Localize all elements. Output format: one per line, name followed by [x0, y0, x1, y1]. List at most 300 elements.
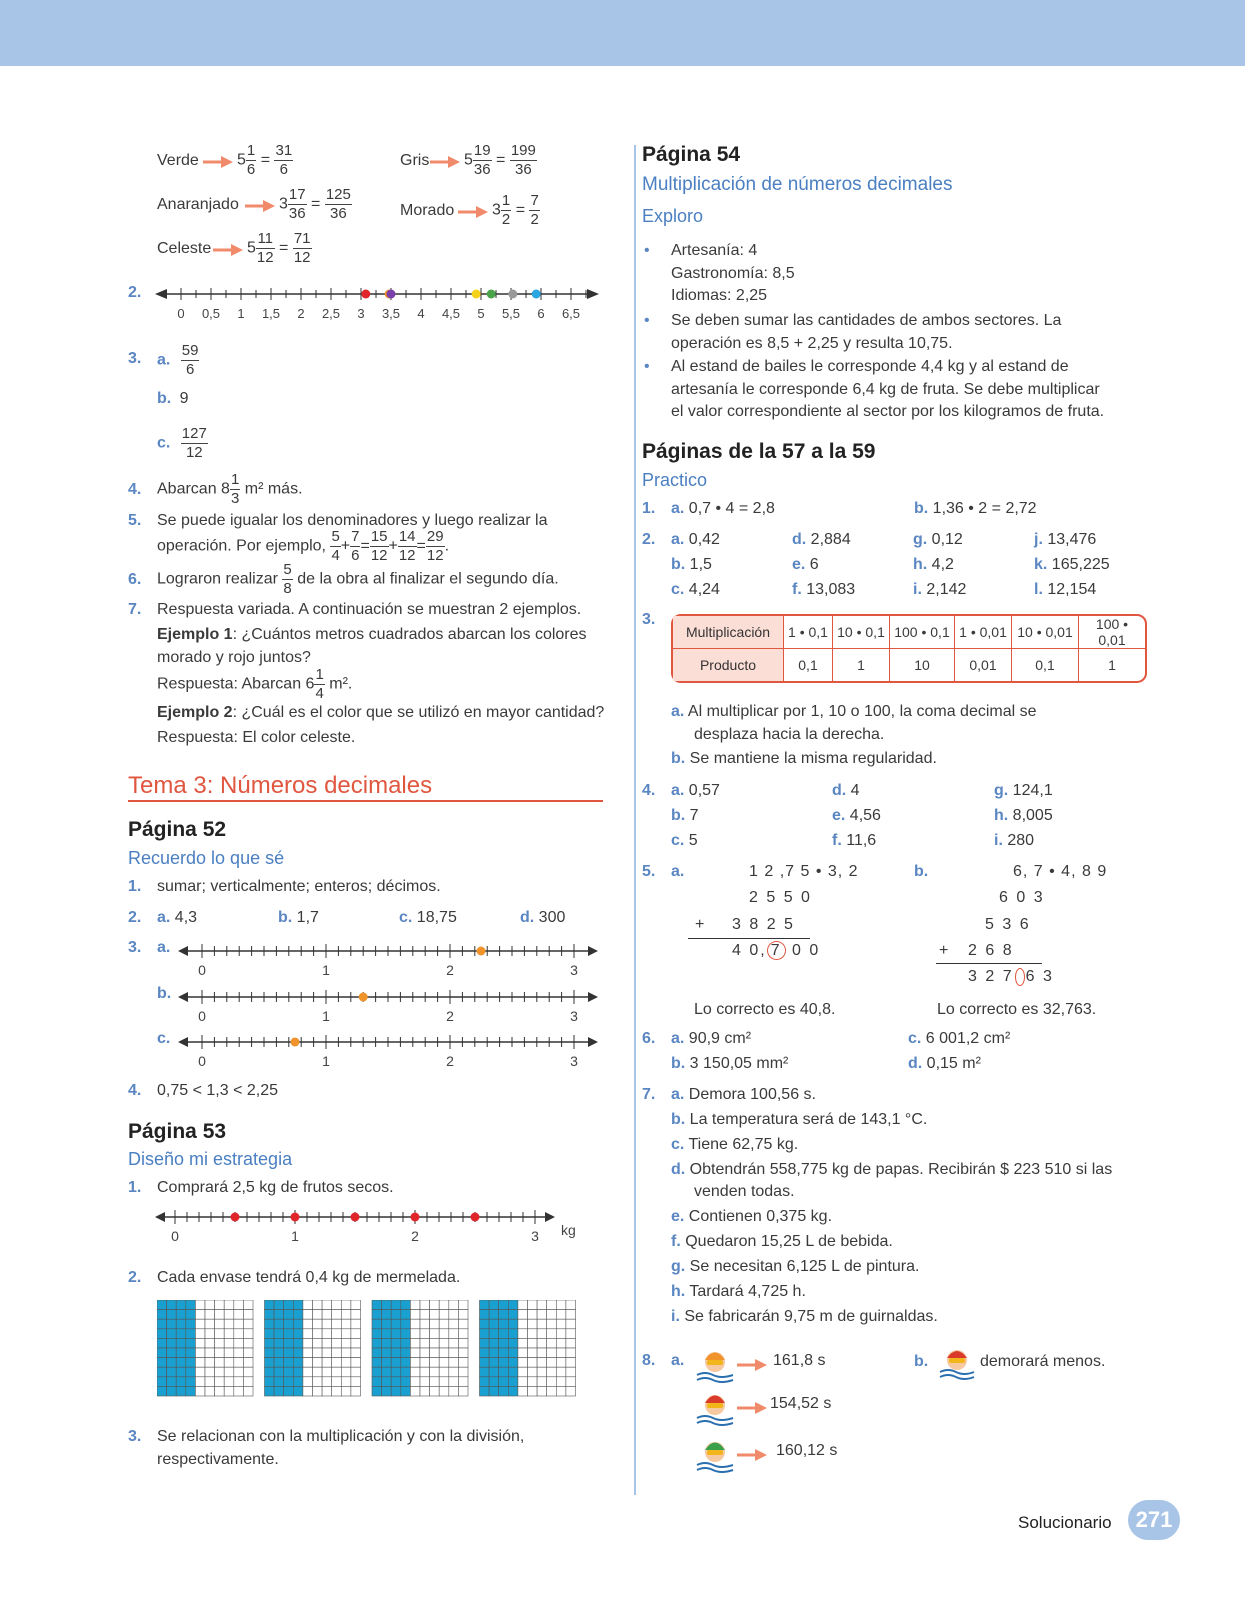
- grid-cell: [167, 1348, 177, 1358]
- grid-cell: [566, 1386, 576, 1396]
- grid-cell: [556, 1358, 566, 1368]
- grid-cell: [489, 1338, 499, 1348]
- r-q5-a-circled: 7: [767, 941, 786, 960]
- grid-cell: [293, 1348, 303, 1358]
- grid-cell: [234, 1348, 244, 1358]
- item-letter: d.: [671, 1161, 686, 1178]
- q7-line1: Respuesta variada. A continuación se muestran 2 ejemplos.: [157, 601, 582, 618]
- grid-cell: [303, 1338, 313, 1348]
- grid-cell: [195, 1386, 205, 1396]
- grid-cell: [313, 1310, 323, 1320]
- page-54-subtitle: Exploro: [642, 206, 704, 226]
- q7-item: [671, 1161, 1112, 1179]
- grid-cell: [537, 1348, 547, 1358]
- grid-cell: [205, 1358, 215, 1368]
- grid-cell: [313, 1377, 323, 1387]
- grid-cell: [458, 1319, 468, 1329]
- grid-cell: [410, 1300, 420, 1310]
- grid-cell: [274, 1377, 284, 1387]
- tick-label: 0: [171, 1228, 179, 1244]
- grid-cell: [293, 1367, 303, 1377]
- tick-label: 2: [297, 306, 305, 321]
- item-value: Contienen 0,375 kg.: [688, 1208, 833, 1225]
- grid-cell: [243, 1348, 253, 1358]
- grid-cell: [234, 1358, 244, 1368]
- table-product-cell: 0,01: [955, 649, 1012, 681]
- grid-cell: [186, 1319, 196, 1329]
- decimal-grids: [157, 1300, 587, 1398]
- swim-time: 160,12 s: [776, 1442, 838, 1459]
- q2-number: 2.: [128, 284, 142, 301]
- q5-f2-den: 6: [351, 547, 360, 564]
- data-point: [387, 290, 396, 299]
- grid-cell: [480, 1338, 490, 1348]
- item-value: 5: [688, 832, 698, 849]
- r-q3-a-line2: desplaza hacia la derecha.: [694, 726, 885, 743]
- grid-cell: [537, 1329, 547, 1339]
- q5-number: 5.: [128, 512, 142, 529]
- grid-cell: [499, 1367, 509, 1377]
- grid-cell: [508, 1367, 518, 1377]
- item-value: 18,75: [416, 909, 457, 926]
- answer-item: [913, 556, 954, 574]
- q4-number: 4.: [128, 481, 142, 498]
- grid-cell: [265, 1386, 275, 1396]
- grid-cell: [205, 1386, 215, 1396]
- grid-cell: [215, 1358, 225, 1368]
- item-letter: b.: [278, 909, 293, 926]
- q3-a-num: 59: [181, 342, 199, 359]
- grid-cell: [284, 1386, 294, 1396]
- grid-cell: [351, 1310, 361, 1320]
- q4-num: 1: [230, 471, 240, 488]
- tick-label: 3: [570, 962, 578, 978]
- grid-cell: [499, 1358, 509, 1368]
- grid-cell: [528, 1377, 538, 1387]
- grid-cell: [215, 1310, 225, 1320]
- p52-q1-text: sumar; verticalmente; enteros; décimos.: [157, 878, 441, 895]
- grid-cell: [332, 1348, 342, 1358]
- grid-cell: [508, 1329, 518, 1339]
- grid-cell: [176, 1329, 186, 1339]
- p52-q4-number: 4.: [128, 1082, 142, 1099]
- q7-response2: Respuesta: El color celeste.: [157, 729, 356, 746]
- grid-cell: [195, 1319, 205, 1329]
- item-value: 0,57: [688, 782, 720, 799]
- grid-cell: [518, 1348, 528, 1358]
- equals-sign: =: [511, 201, 530, 219]
- item-value: 2,142: [926, 581, 967, 598]
- mixed-fraction: [256, 230, 275, 267]
- arrow-icon: [245, 200, 275, 212]
- page-57-subtitle: Practico: [642, 470, 708, 490]
- grid-cell: [186, 1348, 196, 1358]
- grid-cell: [293, 1377, 303, 1387]
- item-value: 165,225: [1051, 556, 1110, 573]
- grid-cell: [556, 1348, 566, 1358]
- data-point: [231, 1213, 240, 1222]
- grid-cell: [391, 1310, 401, 1320]
- r-q5-b-result: [968, 968, 1054, 986]
- p52-q2-item: [520, 909, 565, 927]
- r-q5-a-res2: 0 0: [792, 942, 821, 959]
- r-q5-a-letter: a.: [671, 863, 685, 880]
- r-q6-c: [908, 1030, 1010, 1048]
- grid-cell: [382, 1310, 392, 1320]
- item-value: 280: [1007, 832, 1035, 849]
- bullet-line: Artesanía: 4: [671, 242, 758, 259]
- grid-cell: [508, 1310, 518, 1320]
- grid-cell: [313, 1367, 323, 1377]
- grid-cell: [566, 1310, 576, 1320]
- grid-cell: [556, 1319, 566, 1329]
- fraction-num: 19: [473, 142, 491, 159]
- grid-cell: [449, 1329, 459, 1339]
- grid-cell: [293, 1386, 303, 1396]
- table-product-cell: 1: [833, 649, 890, 681]
- q7-item: [671, 1136, 798, 1154]
- grid-cell: [391, 1358, 401, 1368]
- table-header-multiplicacion: Multiplicación: [673, 616, 784, 649]
- grid-cell: [382, 1300, 392, 1310]
- q3-a-den: 6: [185, 361, 195, 378]
- grid-cell: [243, 1319, 253, 1329]
- item-value: 13,476: [1047, 531, 1097, 548]
- p53-number-line: [155, 1205, 585, 1245]
- improper-fraction: [325, 186, 352, 223]
- tick-label: 0: [198, 1053, 206, 1069]
- grid-cell: [176, 1367, 186, 1377]
- item-letter: i.: [994, 832, 1003, 849]
- data-point: [351, 1213, 360, 1222]
- grid-cell: [205, 1377, 215, 1387]
- q3-c-letter: c.: [157, 434, 171, 452]
- grid-cell: [274, 1310, 284, 1320]
- page-number-badge: 271: [1128, 1500, 1180, 1540]
- grid-cell: [449, 1300, 459, 1310]
- fraction-den: 36: [288, 205, 306, 222]
- item-value: 0,12: [931, 531, 963, 548]
- grid-cell: [274, 1348, 284, 1358]
- grid-cell: [391, 1348, 401, 1358]
- grid-cell: [215, 1300, 225, 1310]
- table-op-cell: 1 • 0,01: [955, 616, 1012, 649]
- grid-cell: [234, 1310, 244, 1320]
- grid-cell: [186, 1300, 196, 1310]
- grid-cell: [528, 1310, 538, 1320]
- page-52-subtitle: Recuerdo lo que sé: [128, 848, 285, 868]
- grid-cell: [458, 1329, 468, 1339]
- grid-cell: [351, 1319, 361, 1329]
- grid-cell: [382, 1329, 392, 1339]
- grid-cell: [480, 1319, 490, 1329]
- grid-cell: [372, 1310, 382, 1320]
- item-letter: g.: [913, 531, 928, 548]
- grid-cell: [372, 1348, 382, 1358]
- grid-cell: [518, 1300, 528, 1310]
- grid-cell: [157, 1358, 167, 1368]
- item-letter: b.: [671, 1111, 686, 1128]
- grid-cell: [537, 1319, 547, 1329]
- grid-cell: [303, 1319, 313, 1329]
- grid-cell: [537, 1367, 547, 1377]
- q7-item: [671, 1086, 816, 1104]
- grid-cell: [205, 1338, 215, 1348]
- item-letter: a.: [157, 909, 171, 926]
- grid-cell: [351, 1367, 361, 1377]
- grid-cell: [284, 1300, 294, 1310]
- item-letter: f.: [671, 1233, 681, 1250]
- grid-cell: [176, 1358, 186, 1368]
- r-q1-a: [671, 500, 775, 518]
- grid-cell: [322, 1377, 332, 1387]
- grid-cell: [499, 1329, 509, 1339]
- table-header-producto: Producto: [673, 649, 784, 681]
- q4-post: m² más.: [244, 480, 303, 498]
- equals-sign: =: [306, 195, 325, 213]
- grid-cell: [556, 1329, 566, 1339]
- grid-cell: [449, 1358, 459, 1368]
- table-product-cell: 1: [1108, 657, 1116, 673]
- r-q1-a-letter: a.: [671, 500, 685, 517]
- grid-cell: [274, 1300, 284, 1310]
- bullet-line: el valor correspondiente al sector por los kilogramos de fruta.: [671, 403, 1105, 420]
- tick-label: 0: [177, 306, 185, 321]
- grid-cell: [313, 1329, 323, 1339]
- r-q6-d-value: 0,15 m²: [926, 1055, 981, 1072]
- table-op-cell: 100 • 0,1: [890, 616, 955, 649]
- item-value: 12,154: [1047, 581, 1097, 598]
- grid-cell: [489, 1319, 499, 1329]
- grid-cell: [274, 1386, 284, 1396]
- grid-cell: [303, 1386, 313, 1396]
- grid-cell: [391, 1300, 401, 1310]
- arrow-icon: [737, 1449, 767, 1461]
- grid-cell: [528, 1319, 538, 1329]
- grid-cell: [430, 1386, 440, 1396]
- p53-q3-line1: Se relacionan con la multiplicación y con la división,: [157, 1428, 525, 1445]
- item-value: 4,56: [849, 807, 881, 824]
- p52-q3-letter: b.: [157, 985, 172, 1002]
- grid-cell: [420, 1386, 430, 1396]
- grid-cell: [518, 1319, 528, 1329]
- p53-q2-number: 2.: [128, 1269, 142, 1286]
- r-q1-b-letter: b.: [914, 500, 929, 517]
- grid-cell: [322, 1386, 332, 1396]
- grid-cell: [410, 1367, 420, 1377]
- item-letter: k.: [1034, 556, 1048, 573]
- table-product-cell: 0,1: [1012, 649, 1079, 681]
- arrow-left-icon: [178, 946, 188, 956]
- grid-cell: [430, 1310, 440, 1320]
- grid-cell: [508, 1348, 518, 1358]
- grid-cell: [458, 1310, 468, 1320]
- grid-cell: [205, 1310, 215, 1320]
- answer-item: [1034, 531, 1096, 549]
- grid-cell: [293, 1329, 303, 1339]
- table-op-cell: 10 • 0,01: [1012, 616, 1079, 649]
- grid-cell: [176, 1319, 186, 1329]
- grid-cell: [480, 1377, 490, 1387]
- color-label: Verde: [157, 152, 199, 169]
- data-point: [291, 1038, 300, 1047]
- item-value: 6: [809, 556, 819, 573]
- q3-c-num: 127: [181, 425, 207, 442]
- grid-cell: [410, 1386, 420, 1396]
- grid-cell: [186, 1377, 196, 1387]
- grid-cell: [332, 1319, 342, 1329]
- grid-cell: [372, 1367, 382, 1377]
- grid-cell: [224, 1358, 234, 1368]
- r-q6-a-value: 90,9 cm²: [688, 1030, 752, 1047]
- q6-pre: Lograron realizar: [157, 570, 278, 588]
- r-q6-b-value: 3 150,05 mm²: [689, 1055, 789, 1072]
- grid-cell: [528, 1300, 538, 1310]
- r-q5-b-plus: +: [939, 942, 949, 959]
- r-q5-b-letter: b.: [914, 863, 929, 880]
- bullet-dot: •: [644, 242, 650, 259]
- grid-cell: [556, 1377, 566, 1387]
- r-q5-b-note: Lo correcto es 32,763.: [937, 1001, 1097, 1018]
- grid-cell: [391, 1367, 401, 1377]
- r-q3-a: [671, 703, 1037, 721]
- grid-cell: [439, 1367, 449, 1377]
- color-fraction: [492, 192, 540, 229]
- grid-cell: [489, 1358, 499, 1368]
- grid-cell: [547, 1358, 557, 1368]
- data-point: [532, 290, 541, 299]
- q2-number-line: [155, 282, 605, 330]
- grid-cell: [401, 1358, 411, 1368]
- grid-cell: [420, 1329, 430, 1339]
- grid-cell: [401, 1367, 411, 1377]
- grid-cell: [176, 1310, 186, 1320]
- grid-cell: [332, 1329, 342, 1339]
- q3-c-den: 12: [185, 444, 203, 461]
- grid-cell: [157, 1338, 167, 1348]
- item-value: Demora 100,56 s.: [688, 1086, 816, 1103]
- grid-cell: [508, 1358, 518, 1368]
- item-value: 0,42: [688, 531, 720, 548]
- grid-cell: [518, 1338, 528, 1348]
- q7-example1: [157, 626, 587, 644]
- swim-time: 161,8 s: [773, 1352, 826, 1369]
- grid-cell: [480, 1329, 490, 1339]
- equals-sign: =: [256, 151, 275, 169]
- grid-cell: [556, 1386, 566, 1396]
- item-value: Quedaron 15,25 L de bebida.: [685, 1233, 893, 1250]
- grid-cell: [401, 1329, 411, 1339]
- grid-cell: [157, 1348, 167, 1358]
- tick-label: 3: [531, 1228, 539, 1244]
- answer-item: [792, 531, 851, 549]
- grid-cell: [284, 1358, 294, 1368]
- arrow-right-icon: [588, 946, 598, 956]
- answer-item: [913, 531, 963, 549]
- grid-cell: [566, 1338, 576, 1348]
- grid-cell: [382, 1367, 392, 1377]
- item-value: La temperatura será de 143,1 °C.: [689, 1111, 928, 1128]
- r-q5-a-note: Lo correcto es 40,8.: [694, 1001, 836, 1018]
- q7-r1-text: Respuesta: Abarcan 6: [157, 675, 315, 693]
- q7-ex2-text: : ¿Cuál es el color que se utilizó en mayor cantidad?: [232, 704, 605, 721]
- grid-cell: [167, 1329, 177, 1339]
- grid-cell: [322, 1367, 332, 1377]
- grid-cell: [195, 1358, 205, 1368]
- tema-underline: [128, 800, 603, 802]
- grid-cell: [215, 1377, 225, 1387]
- answer-item: [913, 581, 966, 599]
- item-value: 4,24: [688, 581, 720, 598]
- item-value: 2,884: [810, 531, 851, 548]
- tick-label: 0: [198, 1008, 206, 1024]
- r-q5-b-res2: 6 3: [1025, 968, 1054, 986]
- swimmer-red-cap-icon: [938, 1344, 976, 1380]
- grid-cell: [401, 1300, 411, 1310]
- grid-cell: [430, 1329, 440, 1339]
- grid-cell: [547, 1367, 557, 1377]
- color-fraction: [247, 230, 312, 267]
- grid-cell: [391, 1338, 401, 1348]
- arrow-icon: [213, 244, 243, 256]
- grid-cell: [401, 1338, 411, 1348]
- r-q3-a-letter: a.: [671, 703, 685, 720]
- p53-q1-number: 1.: [128, 1179, 142, 1196]
- page-54-heading: Multiplicación de números decimales: [642, 174, 953, 195]
- p52-q3-number-line: [178, 987, 598, 1027]
- grid-cell: [372, 1319, 382, 1329]
- fraction-den: 36: [330, 205, 347, 222]
- grid-cell: [566, 1329, 576, 1339]
- grid-cell: [547, 1348, 557, 1358]
- r-q8-a-letter: a.: [671, 1352, 685, 1369]
- grid-cell: [332, 1338, 342, 1348]
- answer-item: [671, 782, 720, 800]
- grid-cell: [420, 1338, 430, 1348]
- grid-cell: [265, 1329, 275, 1339]
- grid-cell: [243, 1377, 253, 1387]
- grid-cell: [566, 1319, 576, 1329]
- item-letter: l.: [1034, 581, 1043, 598]
- grid-cell: [243, 1367, 253, 1377]
- grid-cell: [224, 1310, 234, 1320]
- grid-cell: [176, 1338, 186, 1348]
- color-fraction: [464, 142, 537, 179]
- grid-cell: [401, 1377, 411, 1387]
- table-op-cell: 1 • 0,1: [784, 616, 833, 649]
- bullet-line: operación es 8,5 + 2,25 y resulta 10,75.: [671, 334, 953, 352]
- grid-cell: [215, 1329, 225, 1339]
- answer-item: [994, 807, 1053, 825]
- grid-cell: [489, 1377, 499, 1387]
- grid-cell: [274, 1358, 284, 1368]
- grid-cell: [186, 1329, 196, 1339]
- grid-cell: [528, 1329, 538, 1339]
- r-q1-b-value: 1,36 • 2 = 2,72: [932, 500, 1037, 517]
- tick-label: 0,5: [201, 306, 221, 321]
- tick-label: 1: [322, 1008, 330, 1024]
- grid-cell: [243, 1338, 253, 1348]
- q6-number: 6.: [128, 571, 142, 588]
- answer-item: [671, 581, 720, 599]
- r-q6-c-letter: c.: [908, 1030, 922, 1047]
- data-point: [477, 947, 486, 956]
- p52-q2-item: [278, 909, 319, 927]
- grid-cell: [195, 1377, 205, 1387]
- q7-r1-num: 1: [315, 666, 324, 683]
- fraction-den: 2: [501, 211, 511, 228]
- item-value: 7: [689, 807, 699, 824]
